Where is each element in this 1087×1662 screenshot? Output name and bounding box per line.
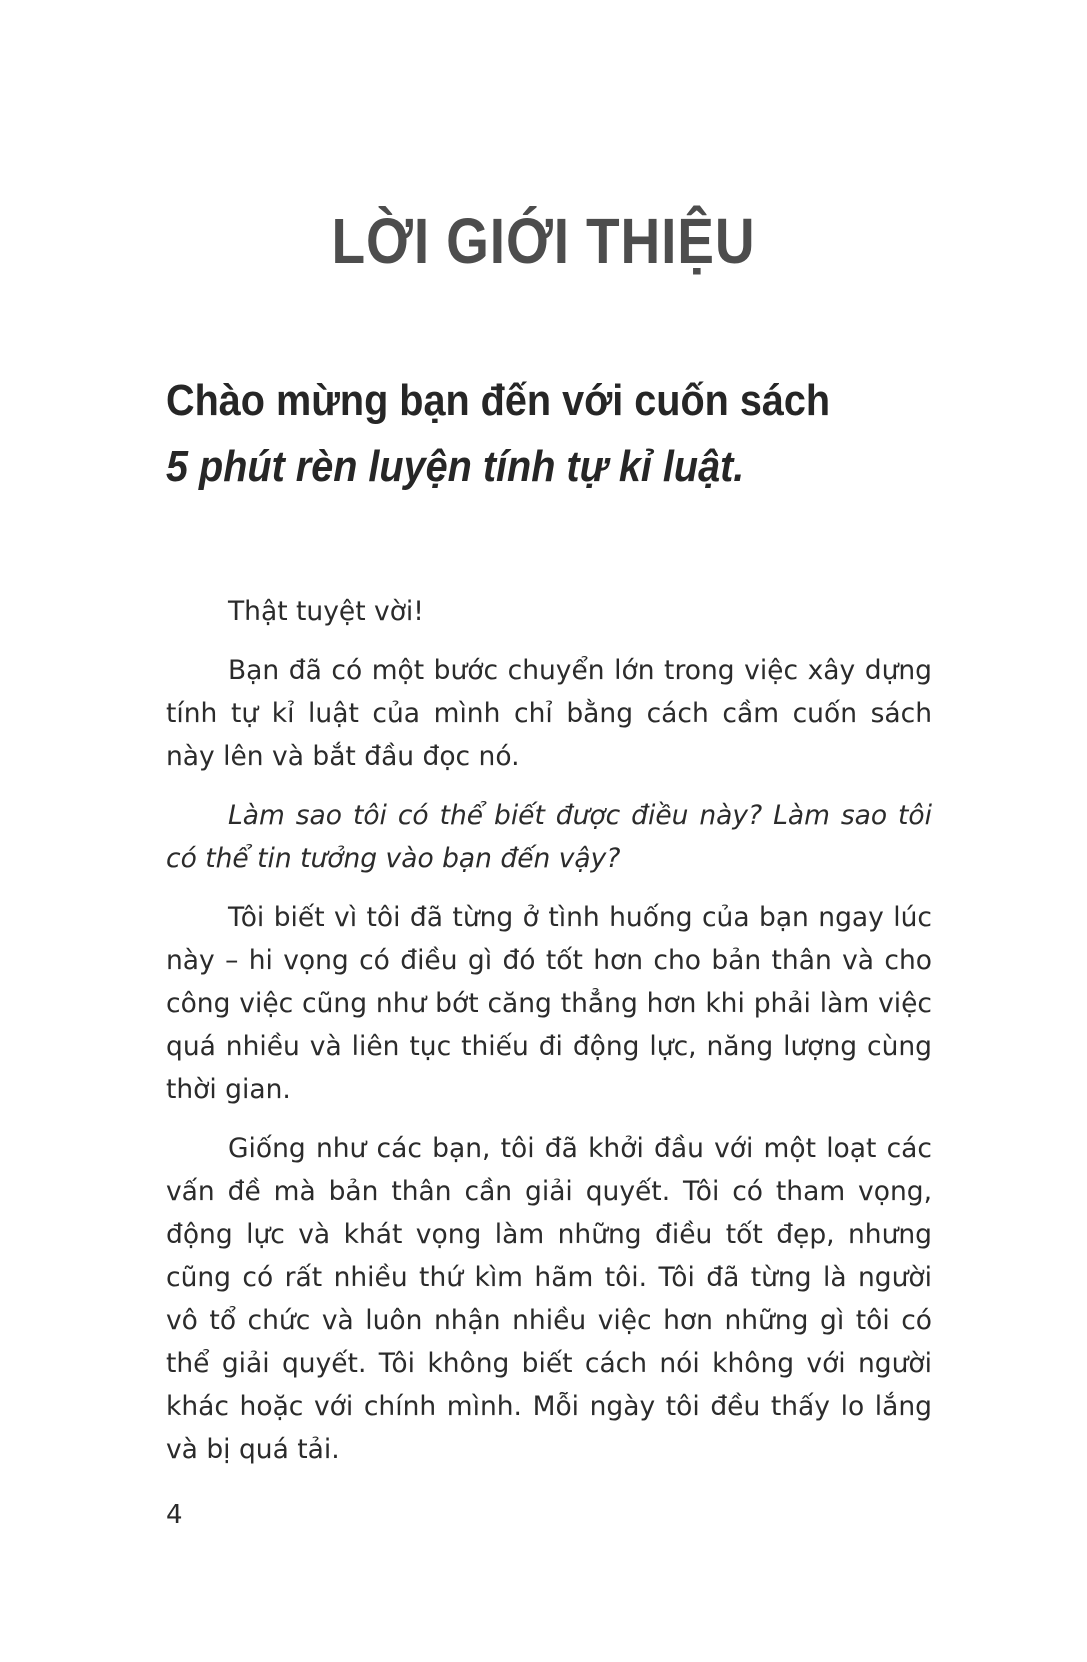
chapter-subtitle <box>166 368 886 500</box>
paragraph-4: Tôi biết vì tôi đã từng ở tình huống của bạn ngay lúc này – hi vọng có điều gì đó tốt hơn cho bản thân và cho công việc cũng như bớt căng thẳng hơn khi phải làm việc quá nhiều và liên tục thiếu đi động lực, năng lượng cùng thời gian. <box>166 902 932 1105</box>
paragraph-5: Giống như các bạn, tôi đã khởi đầu với một loạt các vấn đề mà bản thân cần giải quyết. Tôi có tham vọng, động lực và khát vọng làm những điều tốt đẹp, nhưng cũng có rất nhiều thứ kìm hãm tôi. Tôi đã từng là người vô tổ chức và luôn nhận nhiều việc hơn những gì tôi có thể giải quyết. Tôi không biết cách nói không với người khác hoặc với chính mình. Mỗi ngày tôi đều thấy lo lắng và bị quá tải. <box>166 1133 932 1465</box>
paragraph-2: Bạn đã có một bước chuyển lớn trong việc xây dựng tính tự kỉ luật của mình chỉ bằng cách cầm cuốn sách này lên và bắt đầu đọc nó. <box>166 655 932 772</box>
chapter-title: LỜI GIỚI THIỆU <box>331 205 756 277</box>
body-text <box>166 590 932 1487</box>
subtitle-line-2-book-title: 5 phút rèn luyện tính tự kỉ luật. <box>166 442 745 491</box>
paragraph-3-italic-question: Làm sao tôi có thể biết được điều này? Làm sao tôi có thể tin tưởng vào bạn đến vậy? <box>166 800 932 874</box>
subtitle-line-1: Chào mừng bạn đến với cuốn sách <box>166 376 831 425</box>
page-number: 4 <box>166 1500 183 1530</box>
paragraph-1: Thật tuyệt vời! <box>228 596 424 627</box>
